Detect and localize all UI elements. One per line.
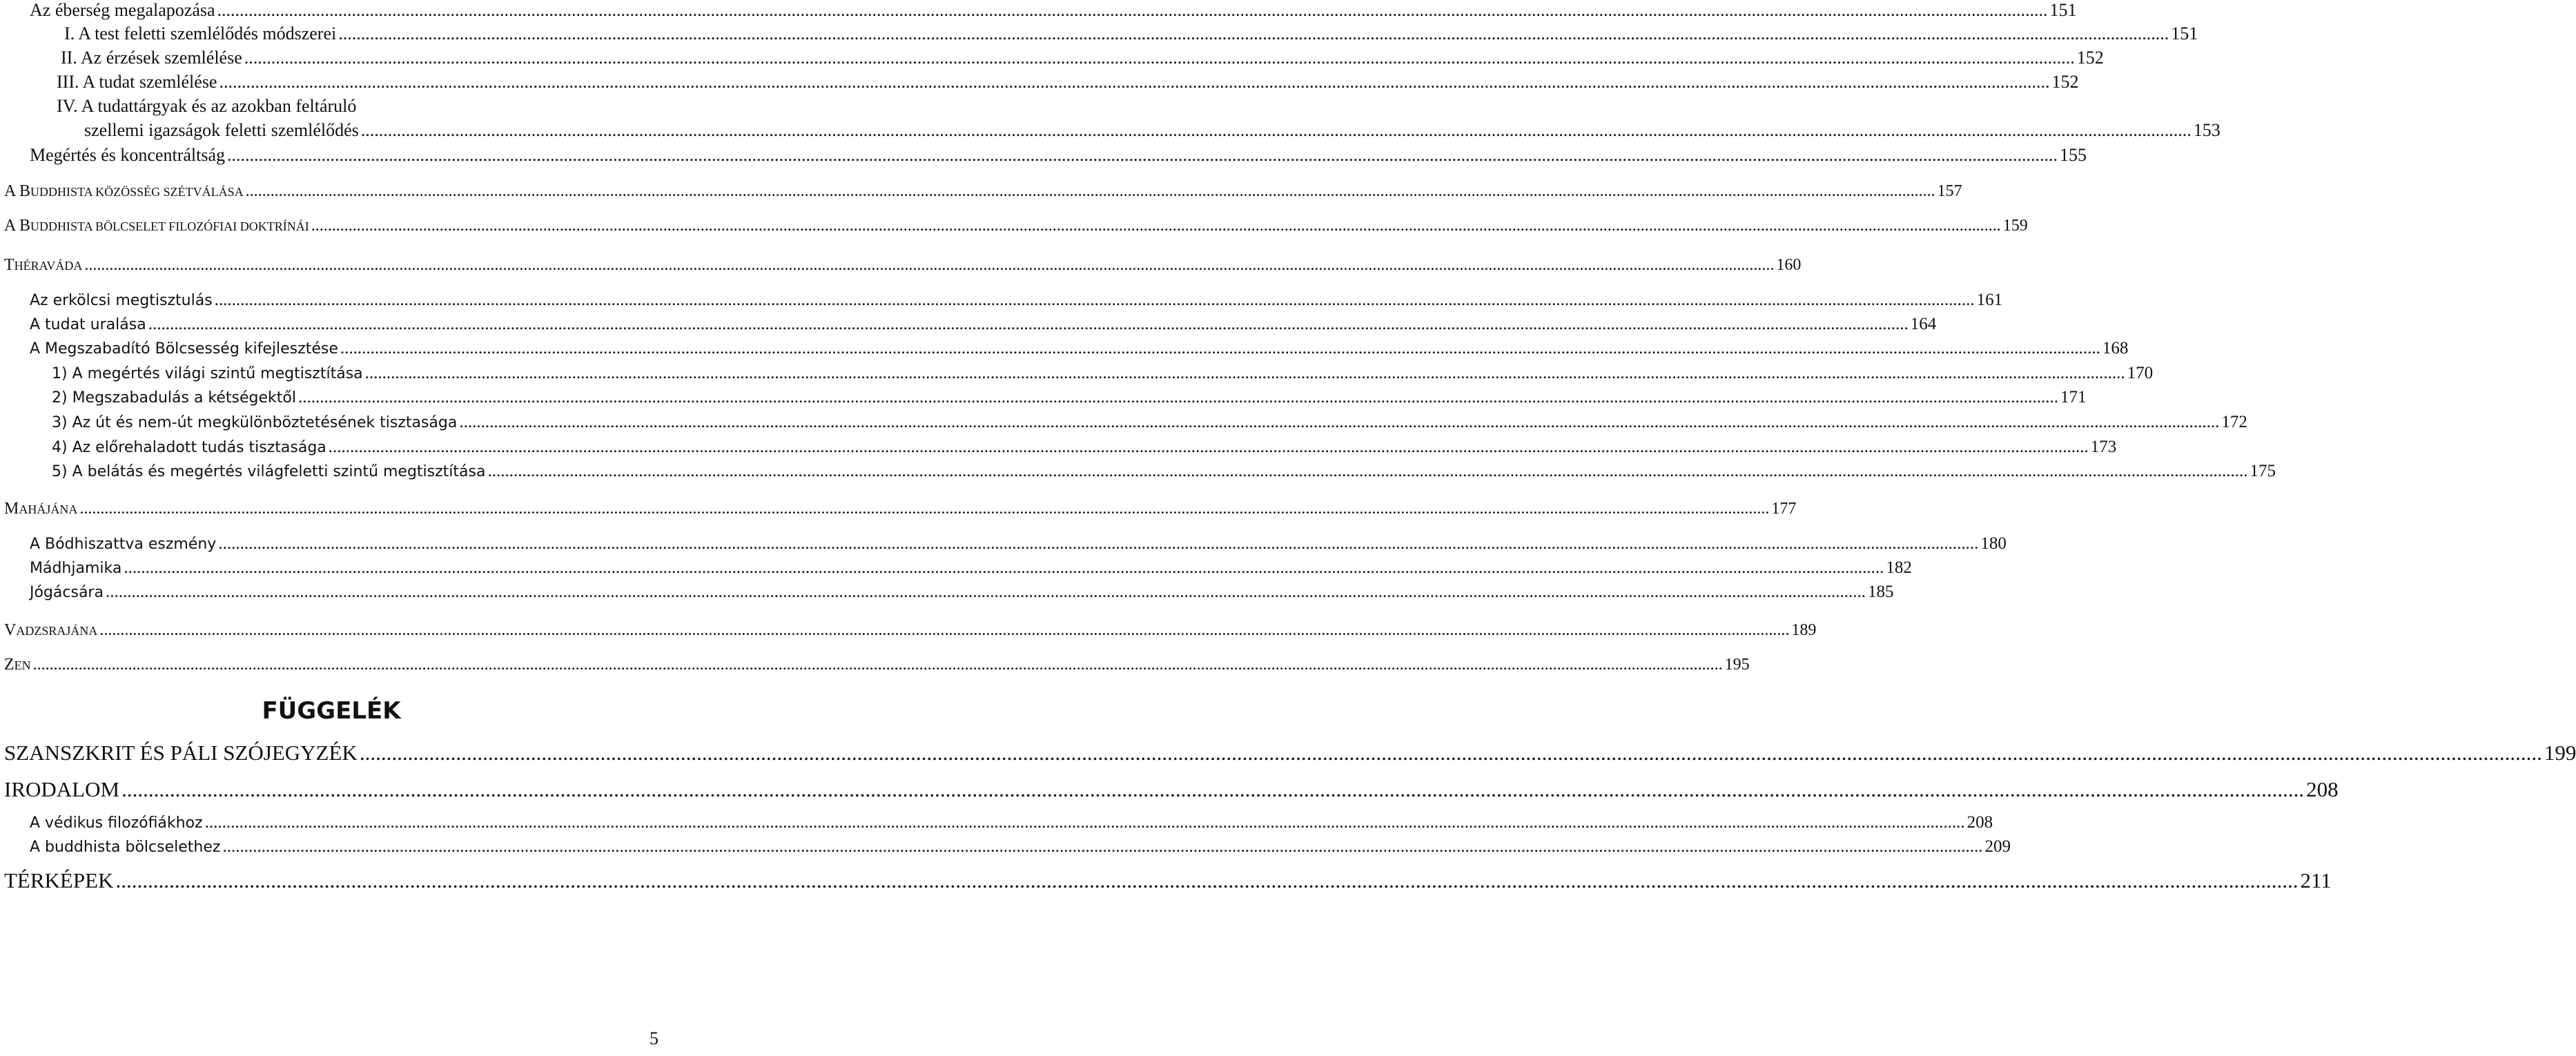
toc-section-page: 160 bbox=[1776, 256, 1802, 274]
dot-leader bbox=[219, 72, 2049, 92]
toc-entry-label: 2) Megszabadulás a kétségektől bbox=[52, 389, 296, 407]
appendix-entry-label: TÉRKÉPEK bbox=[4, 868, 114, 892]
toc-entry bbox=[0, 48, 2104, 68]
appendix-entry bbox=[0, 837, 2011, 857]
dot-leader bbox=[365, 364, 2125, 383]
toc-entry bbox=[0, 23, 2198, 44]
toc-entry bbox=[0, 291, 2003, 310]
toc-entry bbox=[0, 558, 1912, 578]
dot-leader bbox=[298, 388, 2058, 407]
toc-section-label: ZEN bbox=[4, 656, 31, 674]
toc-entry-page: 172 bbox=[2221, 413, 2247, 431]
toc-section-label: A BUDDHISTA BÖLCSELET FILOZÓFIAI DOKTRÍNÁI bbox=[4, 217, 309, 235]
appendix-entry-label: SZANSZKRIT ÉS PÁLI SZÓJEGYZÉK bbox=[4, 741, 358, 765]
toc-entry-label: 5) A belátás és megértés világfeletti szintű megtisztítása bbox=[52, 463, 486, 480]
toc-entry-label: Az erkölcsi megtisztulás bbox=[30, 292, 213, 309]
toc-section-page: 177 bbox=[1771, 500, 1797, 518]
toc-entry bbox=[0, 462, 2276, 481]
dot-leader bbox=[311, 217, 2001, 235]
toc-entry-label: Az éberség megalapozása bbox=[30, 0, 215, 20]
toc-entry bbox=[0, 145, 2087, 166]
appendix-entry-label: A védikus filozófiákhoz bbox=[30, 814, 203, 832]
toc-entry-page: 168 bbox=[2102, 339, 2129, 358]
appendix-entry-page: 209 bbox=[1984, 837, 2011, 856]
toc-entry-label: 1) A megértés világi szintű megtisztítása bbox=[52, 365, 363, 382]
toc-section-label: A BUDDHISTA KÖZÖSSÉG SZÉTVÁLÁSA bbox=[4, 182, 244, 200]
toc-entry-label: 3) Az út és nem-út megkülönböztetésének tisztasága bbox=[52, 414, 458, 431]
appendix-entry bbox=[0, 741, 2576, 765]
toc-entry bbox=[0, 438, 2117, 457]
toc-entry-label: Jógácsára bbox=[30, 584, 104, 601]
toc-section-page: 189 bbox=[1791, 621, 1817, 639]
appendix-entry bbox=[0, 777, 2339, 802]
toc-entry-label: IV. A tudattárgyak és az azokban feltáruló bbox=[57, 96, 357, 116]
toc-entry-label: A Megszabadító Bölcsesség kifejlesztése bbox=[30, 340, 338, 358]
dot-leader bbox=[215, 291, 1975, 310]
appendix-entry-page: 208 bbox=[1967, 813, 1993, 832]
toc-entry bbox=[0, 583, 1894, 602]
toc-entry bbox=[0, 534, 2007, 554]
toc-entry-page: 182 bbox=[1886, 558, 1912, 577]
dot-leader bbox=[84, 256, 1774, 275]
toc-entry-label: A Bódhiszattva eszmény bbox=[30, 536, 217, 553]
toc-entry-label: A tudat uralása bbox=[30, 316, 146, 333]
toc-entry-label: I. A test feletti szemlélődés módszerei bbox=[64, 23, 337, 43]
toc-entry-page: 152 bbox=[2051, 72, 2079, 92]
toc-entry bbox=[0, 364, 2154, 383]
toc-entry bbox=[0, 339, 2129, 358]
page-number: 5 bbox=[650, 1028, 658, 1048]
toc-section-page: 157 bbox=[1937, 182, 1962, 200]
toc-entry bbox=[0, 413, 2247, 432]
toc-entry-page: 161 bbox=[1976, 291, 2003, 309]
toc-entry-label: szellemi igazságok feletti szemlélődés bbox=[84, 120, 359, 140]
toc-section-page: 159 bbox=[2002, 217, 2028, 235]
toc-entry-page: 171 bbox=[2060, 388, 2087, 407]
dot-leader bbox=[115, 868, 2298, 893]
toc-section bbox=[0, 182, 1962, 201]
dot-leader bbox=[222, 837, 1982, 857]
toc-section-label: MAHÁJÁNA bbox=[4, 500, 78, 518]
appendix-entry bbox=[0, 868, 2332, 893]
toc-section bbox=[0, 256, 1802, 275]
toc-entry-page: 170 bbox=[2127, 364, 2154, 382]
toc-section-label: THÉRAVÁDA bbox=[4, 256, 83, 274]
toc-entry-page: 175 bbox=[2250, 462, 2276, 480]
dot-leader bbox=[79, 500, 1769, 518]
toc-entry bbox=[0, 315, 1937, 334]
toc-entry bbox=[0, 96, 718, 117]
toc-entry-page: 180 bbox=[1980, 534, 2007, 553]
toc-entry bbox=[0, 388, 2087, 407]
dot-leader bbox=[338, 23, 2169, 44]
appendix-entry-label: A buddhista bölcselethez bbox=[30, 839, 221, 856]
toc-entry-page: 155 bbox=[2060, 145, 2087, 165]
dot-leader bbox=[329, 438, 2089, 457]
appendix-entry bbox=[0, 813, 1993, 832]
appendix-heading: FÜGGELÉK bbox=[262, 697, 401, 725]
dot-leader bbox=[246, 182, 1935, 201]
appendix-entry-page: 211 bbox=[2300, 868, 2332, 892]
dot-leader bbox=[217, 0, 2048, 21]
toc-entry bbox=[0, 72, 2079, 92]
dot-leader bbox=[205, 813, 1965, 832]
toc-entry-label: Megértés és koncentráltság bbox=[30, 145, 226, 165]
toc-section-page: 195 bbox=[1724, 656, 1750, 674]
toc-section bbox=[0, 500, 1797, 518]
appendix-entry-page: 199 bbox=[2544, 741, 2576, 765]
toc-entry-page: 152 bbox=[2076, 48, 2104, 68]
toc-entry-label: III. A tudat szemlélése bbox=[57, 72, 217, 92]
dot-leader bbox=[218, 534, 1978, 554]
toc-section bbox=[0, 217, 2028, 235]
dot-leader bbox=[361, 120, 2192, 141]
dot-leader bbox=[487, 462, 2247, 481]
dot-leader bbox=[33, 656, 1723, 674]
toc-entry-page: 151 bbox=[2171, 23, 2198, 43]
appendix-entry-label: IRODALOM bbox=[4, 777, 120, 801]
toc-entry-page: 153 bbox=[2193, 120, 2221, 140]
toc-entry-page: 185 bbox=[1867, 583, 1894, 601]
toc-entry-label: Mádhjamika bbox=[30, 560, 122, 577]
dot-leader bbox=[124, 558, 1884, 578]
dot-leader bbox=[148, 315, 1909, 334]
dot-leader bbox=[360, 741, 2542, 765]
toc-entry-page: 151 bbox=[2049, 0, 2077, 20]
toc-section bbox=[0, 621, 1817, 640]
dot-leader bbox=[227, 145, 2058, 166]
dot-leader bbox=[99, 621, 1789, 640]
dot-leader bbox=[121, 777, 2304, 802]
toc-entry bbox=[0, 0, 2077, 21]
toc-entry bbox=[0, 120, 2221, 141]
toc-entry-label: II. Az érzések szemlélése bbox=[61, 48, 242, 68]
dot-leader bbox=[459, 413, 2219, 432]
toc-entry-page: 173 bbox=[2090, 438, 2117, 456]
toc-section bbox=[0, 656, 1750, 674]
dot-leader bbox=[340, 339, 2100, 358]
toc-entry-page: 164 bbox=[1910, 315, 1937, 333]
toc-section-label: VADZSRAJÁNA bbox=[4, 621, 98, 639]
dot-leader bbox=[106, 583, 1866, 602]
appendix-entry-page: 208 bbox=[2306, 777, 2339, 801]
dot-leader bbox=[244, 48, 2075, 68]
toc-entry-label: 4) Az előrehaladott tudás tisztasága bbox=[52, 439, 326, 456]
